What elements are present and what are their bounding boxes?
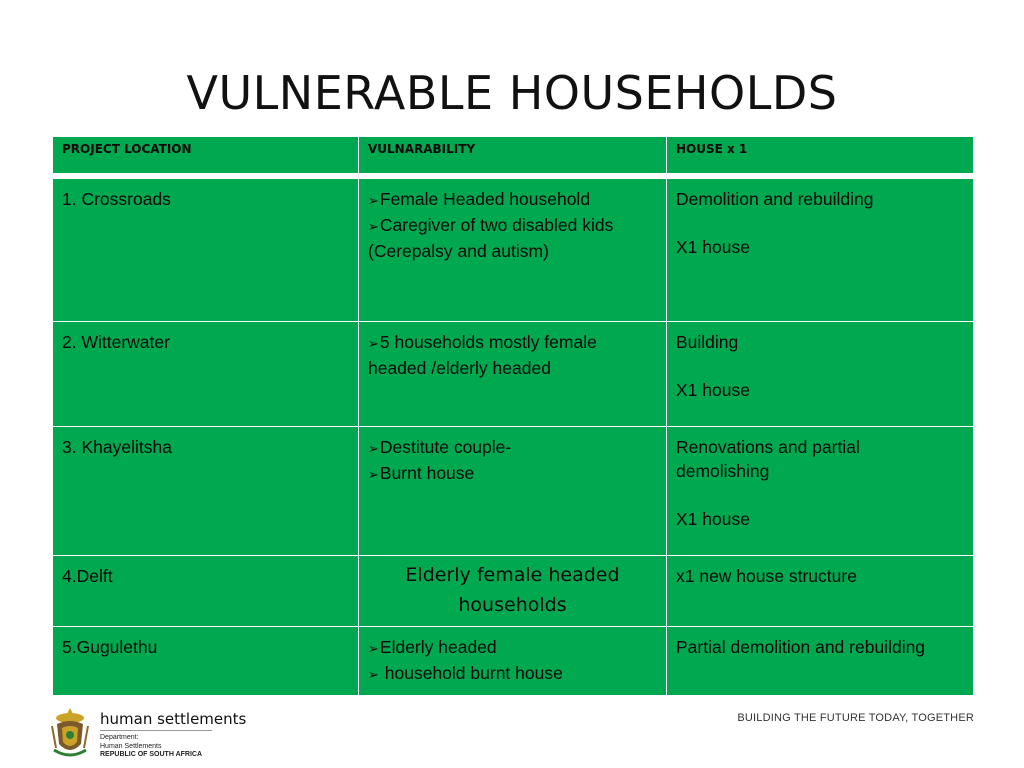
location-cell <box>53 556 359 627</box>
coat-of-arms-icon <box>48 704 92 762</box>
location-cell <box>53 179 359 322</box>
house-text: demolishing <box>676 461 770 481</box>
house-text: Building <box>676 332 739 352</box>
header-cell <box>359 137 667 174</box>
brand-name: human settlements <box>100 710 247 728</box>
header-project-location: PROJECT LOCATION <box>62 142 192 156</box>
department-label: Department: <box>100 734 139 741</box>
house-text: Demolition and rebuilding <box>676 189 874 209</box>
brand-block <box>100 710 246 760</box>
table-row <box>53 627 974 696</box>
location-text: 2. Witterwater <box>62 332 170 352</box>
location-cell <box>53 322 359 427</box>
location-text: 5.Gugulethu <box>62 637 158 657</box>
vulnerability-cell <box>359 427 667 556</box>
vulnerability-item: ➢ 5 households mostly female <box>368 330 657 356</box>
table-header-row <box>53 137 974 174</box>
house-cell <box>667 427 974 556</box>
house-cell <box>667 322 974 427</box>
vulnerability-cell <box>359 179 667 322</box>
house-cell <box>667 627 974 696</box>
table-row <box>53 179 974 322</box>
location-cell <box>53 627 359 696</box>
slogan: BUILDING THE FUTURE TODAY, TOGETHER <box>737 712 974 724</box>
house-count: X1 house <box>676 237 750 257</box>
house-cell <box>667 179 974 322</box>
table-row <box>53 556 974 627</box>
header-cell <box>667 137 974 174</box>
header-house: HOUSE x 1 <box>676 142 748 156</box>
households-table <box>52 136 974 696</box>
vulnerability-item: ➢ Elderly headed <box>368 635 657 661</box>
table-row <box>53 427 974 556</box>
location-text: 4.Delft <box>62 566 113 586</box>
vulnerability-item: ➢ Burnt house <box>368 461 657 487</box>
house-text: Partial demolition and rebuilding <box>676 637 926 657</box>
vulnerability-note: headed /elderly headed <box>368 358 551 378</box>
vulnerability-item: ➢ Female Headed household <box>368 187 657 213</box>
header-vulnerability: VULNARABILITY <box>368 142 476 156</box>
location-text: 3. Khayelitsha <box>62 437 172 457</box>
country-name: REPUBLIC OF SOUTH AFRICA <box>100 751 203 758</box>
house-text: Renovations and partial <box>676 437 860 457</box>
vulnerability-note: (Cerepalsy and autism) <box>368 241 549 261</box>
location-text: 1. Crossroads <box>62 189 171 209</box>
department-name: Human Settlements <box>100 742 162 750</box>
header-cell <box>53 137 359 174</box>
page-title: VULNERABLE HOUSEHOLDS <box>186 66 838 120</box>
house-count: X1 house <box>676 509 750 529</box>
house-cell <box>667 556 974 627</box>
location-cell <box>53 427 359 556</box>
vulnerability-text: Elderly female headed <box>405 564 620 586</box>
vulnerability-item: ➢ Destitute couple- <box>368 435 657 461</box>
vulnerability-cell <box>359 322 667 427</box>
vulnerability-cell <box>359 627 667 696</box>
footer <box>0 700 1024 768</box>
house-text: x1 new house structure <box>676 566 857 586</box>
vulnerability-item: ➢ household burnt house <box>368 661 657 687</box>
vulnerability-item: ➢ Caregiver of two disabled kids <box>368 213 657 239</box>
house-count: X1 house <box>676 380 750 400</box>
vulnerability-text: households <box>458 594 567 616</box>
table-row <box>53 322 974 427</box>
vulnerability-cell <box>359 556 667 627</box>
brand-divider <box>100 730 212 731</box>
